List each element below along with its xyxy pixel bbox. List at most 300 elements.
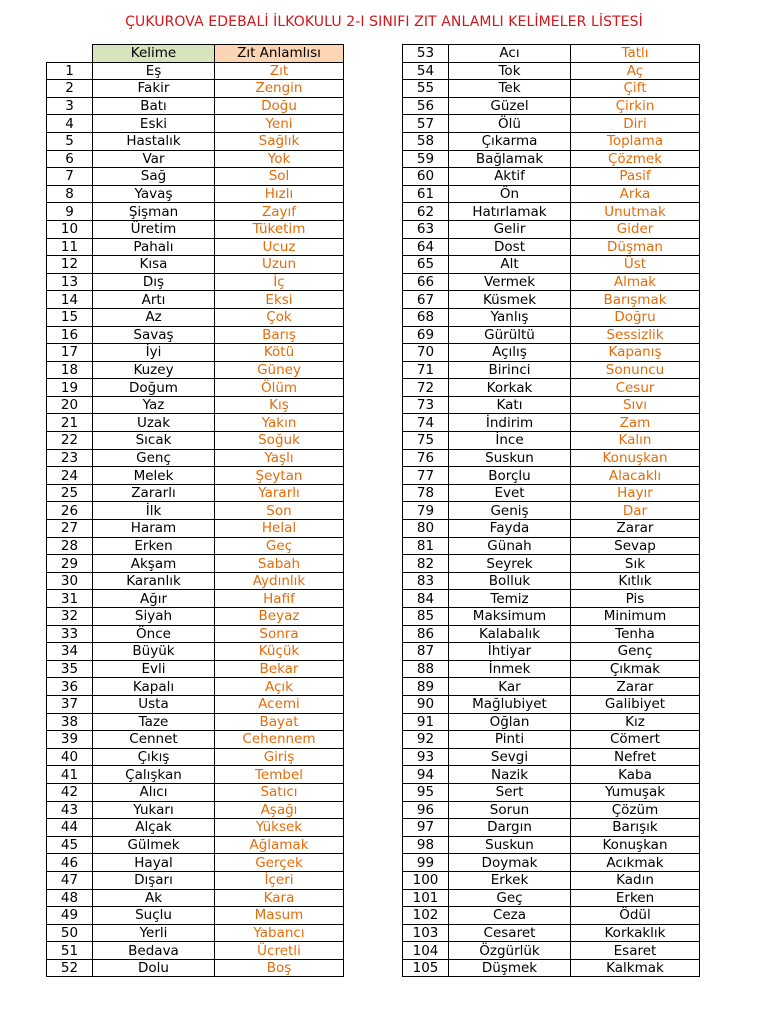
antonym-cell: Aydınlık [215,572,344,590]
word-cell: Evli [93,660,215,678]
row-number: 73 [403,396,449,414]
antonym-cell: Doğru [571,308,700,326]
table-row [403,713,700,731]
word-cell: Suskun [449,836,571,854]
word-cell: Kalabalık [449,625,571,643]
row-number: 77 [403,467,449,485]
table-row [403,185,700,203]
word-cell: Evet [449,484,571,502]
row-number: 89 [403,678,449,696]
antonym-cell: Cömert [571,731,700,749]
antonym-cell: Galibiyet [571,695,700,713]
antonym-cell: Ucuz [215,238,344,256]
row-number: 54 [403,62,449,80]
word-cell: Alıcı [93,783,215,801]
word-cell: Geniş [449,502,571,520]
antonym-cell: Barış [215,326,344,344]
row-number: 31 [47,590,93,608]
table-row [47,819,344,837]
row-number: 37 [47,695,93,713]
table-row [403,80,700,98]
word-cell: Dargın [449,819,571,837]
table-row [403,132,700,150]
antonym-cell: Sol [215,168,344,186]
word-cell: İlk [93,502,215,520]
table-row [403,273,700,291]
row-number: 74 [403,414,449,432]
antonym-cell: Yumuşak [571,783,700,801]
word-cell: Aktif [449,168,571,186]
row-number: 7 [47,168,93,186]
table-row [403,660,700,678]
row-number: 29 [47,555,93,573]
table-row [403,115,700,133]
row-number: 9 [47,203,93,221]
antonym-cell: Güney [215,361,344,379]
row-number: 57 [403,115,449,133]
antonym-cell: Sonuncu [571,361,700,379]
table-row [47,361,344,379]
word-cell: Cesaret [449,924,571,942]
antonym-cell: Yararlı [215,484,344,502]
word-cell: Karanlık [93,572,215,590]
row-number: 80 [403,520,449,538]
word-cell: Acı [449,45,571,63]
antonym-cell: Yok [215,150,344,168]
row-number: 82 [403,555,449,573]
row-number: 23 [47,449,93,467]
word-cell: Gürültü [449,326,571,344]
table-row [403,326,700,344]
row-number: 15 [47,308,93,326]
antonym-cell: Aç [571,62,700,80]
antonym-cell: Satıcı [215,783,344,801]
row-number: 99 [403,854,449,872]
table-row [403,467,700,485]
word-cell: Kar [449,678,571,696]
table-row [403,537,700,555]
word-cell: Oğlan [449,713,571,731]
antonym-cell: Acıkmak [571,854,700,872]
word-cell: Artı [93,291,215,309]
antonym-cell: Sıvı [571,396,700,414]
table-row [403,361,700,379]
table-row [47,238,344,256]
row-number: 52 [47,959,93,977]
word-cell: Suskun [449,449,571,467]
table-row [47,959,344,977]
word-cell: Hastalık [93,132,215,150]
row-number: 36 [47,678,93,696]
word-cell: Temiz [449,590,571,608]
table-row [403,836,700,854]
word-cell: Katı [449,396,571,414]
antonym-cell: Tatlı [571,45,700,63]
word-cell: Doymak [449,854,571,872]
antonym-table-right [402,44,700,977]
table-row [47,678,344,696]
antonym-cell: Konuşkan [571,449,700,467]
word-cell: Pinti [449,731,571,749]
word-cell: Sert [449,783,571,801]
row-number: 3 [47,97,93,115]
row-number: 93 [403,748,449,766]
antonym-cell: Diri [571,115,700,133]
antonym-cell: Bayat [215,713,344,731]
antonym-cell: Minimum [571,608,700,626]
row-number: 12 [47,256,93,274]
word-cell: Gelir [449,220,571,238]
antonym-cell: Çok [215,308,344,326]
table-row [403,643,700,661]
antonym-cell: Yeni [215,115,344,133]
row-number: 66 [403,273,449,291]
antonym-cell: Üst [571,256,700,274]
word-cell: Kuzey [93,361,215,379]
word-cell: Yanlış [449,308,571,326]
antonym-cell: İçeri [215,871,344,889]
word-cell: Siyah [93,608,215,626]
antonym-cell: Erken [571,889,700,907]
row-number: 41 [47,766,93,784]
row-number: 68 [403,308,449,326]
antonym-cell: Kara [215,889,344,907]
antonym-cell: Çirkin [571,97,700,115]
word-cell: Günah [449,537,571,555]
table-row [47,502,344,520]
table-row [47,836,344,854]
table-row [47,432,344,450]
antonym-cell: Kız [571,713,700,731]
table-row [403,907,700,925]
word-cell: Kısa [93,256,215,274]
row-number: 83 [403,572,449,590]
table-row [47,379,344,397]
table-row [47,484,344,502]
word-cell: Az [93,308,215,326]
table-row [403,819,700,837]
table-row [403,45,700,63]
table-row [403,731,700,749]
antonym-cell: Sonra [215,625,344,643]
table-row [403,942,700,960]
table-row [403,449,700,467]
word-cell: Sağ [93,168,215,186]
row-number: 22 [47,432,93,450]
word-cell: Taze [93,713,215,731]
table-row [403,414,700,432]
row-number: 11 [47,238,93,256]
word-cell: Hatırlamak [449,203,571,221]
table-row [47,132,344,150]
antonym-cell: Geç [215,537,344,555]
table-row [403,748,700,766]
antonym-cell: Yüksek [215,819,344,837]
table-row [403,801,700,819]
table-row [47,854,344,872]
table-row [47,713,344,731]
word-cell: Yavaş [93,185,215,203]
row-number: 69 [403,326,449,344]
word-cell: Genç [93,449,215,467]
row-number: 13 [47,273,93,291]
antonym-cell: Unutmak [571,203,700,221]
antonym-cell: Kapanış [571,344,700,362]
antonym-cell: Sabah [215,555,344,573]
table-row [47,467,344,485]
word-cell: Güzel [449,97,571,115]
row-number: 20 [47,396,93,414]
word-cell: Dost [449,238,571,256]
antonym-cell: Çözmek [571,150,700,168]
table-row [403,256,700,274]
table-row [403,889,700,907]
row-number: 46 [47,854,93,872]
antonym-cell: Tüketim [215,220,344,238]
antonym-cell: Barışık [571,819,700,837]
word-cell: Seyrek [449,555,571,573]
row-number: 60 [403,168,449,186]
row-number: 78 [403,484,449,502]
table-row [47,256,344,274]
table-row [403,695,700,713]
word-cell: Var [93,150,215,168]
antonym-cell: Düşman [571,238,700,256]
word-cell: Fayda [449,520,571,538]
table-row [47,695,344,713]
table-row [47,168,344,186]
word-cell: Batı [93,97,215,115]
word-cell: Sıcak [93,432,215,450]
antonym-cell: Kötü [215,344,344,362]
antonym-cell: Hayır [571,484,700,502]
row-number: 2 [47,80,93,98]
row-number: 63 [403,220,449,238]
word-cell: Üretim [93,220,215,238]
row-number: 51 [47,942,93,960]
row-number: 25 [47,484,93,502]
word-cell: Bağlamak [449,150,571,168]
antonym-cell: Zengin [215,80,344,98]
word-cell: Ceza [449,907,571,925]
word-cell: Cennet [93,731,215,749]
word-cell: Savaş [93,326,215,344]
antonym-cell: Alacaklı [571,467,700,485]
table-row [47,643,344,661]
row-number: 101 [403,889,449,907]
table-row [47,907,344,925]
antonym-cell: Bekar [215,660,344,678]
word-cell: Bolluk [449,572,571,590]
table-row [403,150,700,168]
table-row [403,625,700,643]
row-number: 67 [403,291,449,309]
word-cell: Alçak [93,819,215,837]
word-cell: Borçlu [449,467,571,485]
table-row [403,484,700,502]
row-number: 27 [47,520,93,538]
row-number: 26 [47,502,93,520]
row-number: 49 [47,907,93,925]
antonym-cell: Masum [215,907,344,925]
antonym-cell: Son [215,502,344,520]
word-cell: Bedava [93,942,215,960]
header-blank [47,45,93,63]
table-row [403,220,700,238]
row-number: 95 [403,783,449,801]
antonym-cell: Genç [571,643,700,661]
antonym-cell: Ölüm [215,379,344,397]
row-number: 21 [47,414,93,432]
row-number: 55 [403,80,449,98]
table-row [403,344,700,362]
antonym-cell: Kalın [571,432,700,450]
antonym-cell: Çözüm [571,801,700,819]
row-number: 96 [403,801,449,819]
table-row [403,871,700,889]
row-number: 39 [47,731,93,749]
antonym-cell: Zıt [215,62,344,80]
table-row [403,678,700,696]
row-number: 98 [403,836,449,854]
table-row [403,291,700,309]
table-row [47,871,344,889]
word-cell: Ön [449,185,571,203]
row-number: 44 [47,819,93,837]
antonym-cell: Kalkmak [571,959,700,977]
table-row [47,220,344,238]
antonym-cell: Korkaklık [571,924,700,942]
antonym-cell: Kadın [571,871,700,889]
word-cell: Melek [93,467,215,485]
table-row [403,238,700,256]
word-cell: Çıkarma [449,132,571,150]
antonym-cell: Sağlık [215,132,344,150]
table-row [47,185,344,203]
antonym-cell: Açık [215,678,344,696]
table-row [47,414,344,432]
row-number: 48 [47,889,93,907]
table-row [403,396,700,414]
row-number: 8 [47,185,93,203]
antonym-cell: Kaba [571,766,700,784]
table-row [47,889,344,907]
table-row [403,783,700,801]
antonym-cell: Sık [571,555,700,573]
antonym-cell: Yakın [215,414,344,432]
antonym-cell: Pasif [571,168,700,186]
row-number: 104 [403,942,449,960]
word-cell: Yerli [93,924,215,942]
table-row [403,308,700,326]
antonym-cell: Sessizlik [571,326,700,344]
antonym-cell: Konuşkan [571,836,700,854]
antonym-cell: Cesur [571,379,700,397]
word-cell: Sorun [449,801,571,819]
antonym-cell: Acemi [215,695,344,713]
antonym-cell: İç [215,273,344,291]
row-number: 17 [47,344,93,362]
antonym-cell: Almak [571,273,700,291]
row-number: 42 [47,783,93,801]
table-row [403,959,700,977]
word-cell: Çalışkan [93,766,215,784]
row-number: 33 [47,625,93,643]
antonym-cell: Zarar [571,678,700,696]
table-row [47,62,344,80]
antonym-cell: Çıkmak [571,660,700,678]
table-row [47,942,344,960]
antonym-cell: Ağlamak [215,836,344,854]
table-row [403,379,700,397]
table-row [403,203,700,221]
row-number: 103 [403,924,449,942]
row-number: 75 [403,432,449,450]
row-number: 65 [403,256,449,274]
table-row [403,572,700,590]
row-number: 56 [403,97,449,115]
word-cell: Erken [93,537,215,555]
row-number: 32 [47,608,93,626]
word-cell: Önce [93,625,215,643]
table-row [47,766,344,784]
header-row [47,45,344,63]
table-row [47,308,344,326]
table-row [403,608,700,626]
row-number: 45 [47,836,93,854]
word-cell: Büyük [93,643,215,661]
table-row [47,783,344,801]
table-row [403,432,700,450]
row-number: 97 [403,819,449,837]
word-cell: Birinci [449,361,571,379]
word-cell: Eş [93,62,215,80]
row-number: 50 [47,924,93,942]
word-cell: Dış [93,273,215,291]
antonym-cell: Ücretli [215,942,344,960]
word-cell: Hayal [93,854,215,872]
row-number: 5 [47,132,93,150]
row-number: 102 [403,907,449,925]
row-number: 84 [403,590,449,608]
table-row [403,590,700,608]
antonym-cell: Zam [571,414,700,432]
antonym-cell: Gerçek [215,854,344,872]
table-row [403,924,700,942]
table-row [47,326,344,344]
word-cell: Ağır [93,590,215,608]
antonym-cell: Zayıf [215,203,344,221]
word-cell: Fakir [93,80,215,98]
table-row [47,625,344,643]
table-row [47,748,344,766]
word-cell: Düşmek [449,959,571,977]
row-number: 16 [47,326,93,344]
table-row [47,97,344,115]
word-cell: İndirim [449,414,571,432]
row-number: 4 [47,115,93,133]
antonym-cell: Ödül [571,907,700,925]
word-cell: Suçlu [93,907,215,925]
antonym-cell: Esaret [571,942,700,960]
word-cell: Maksimum [449,608,571,626]
word-cell: İnce [449,432,571,450]
word-cell: Tok [449,62,571,80]
table-row [47,520,344,538]
word-cell: Doğum [93,379,215,397]
table-row [47,396,344,414]
table-row [47,537,344,555]
